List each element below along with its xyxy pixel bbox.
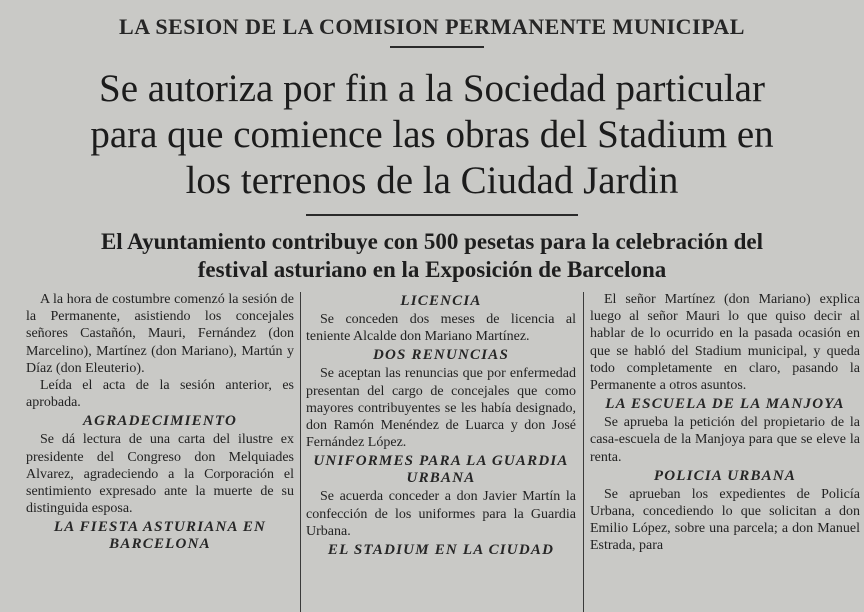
article-column-2 — [306, 291, 576, 612]
headline-line-1: Se autoriza por fin a la Sociedad particular — [99, 67, 765, 110]
article-column-1 — [26, 291, 294, 612]
subheadline-line-2: festival asturiano en la Exposición de Barcelona — [197, 257, 667, 282]
paragraph: Leída el acta de la sesión anterior, es aprobada. — [26, 378, 294, 411]
headline-line-2: para que comience las obras del Stadium en — [90, 113, 774, 156]
section-kicker: LA SESION DE LA COMISION PERMANENTE MUNICIPAL — [119, 14, 745, 39]
paragraph: Se aceptan las renuncias que por enfermedad presentan del cargo de concejales que como mayores contribuyentes se les había designado, don Ramón Menéndez de Luarca y don José Fernández López. — [306, 366, 576, 451]
section-heading: UNIFORMES PARA LA GUARDIA URBANA — [313, 453, 569, 487]
section-heading: POLICIA URBANA — [653, 467, 797, 484]
headline-rule — [306, 214, 578, 216]
section-heading: AGRADECIMIENTO — [82, 413, 238, 430]
paragraph: A la hora de costumbre comenzó la sesión de la Permanente, asistiendo los concejales señores Castañón, Mauri, Fernández (don Marcelino), Martínez (don Mariano), Martún y Díaz (don Eleuterio). — [26, 292, 294, 376]
section-heading: LA FIESTA ASTURIANA EN BARCELONA — [53, 519, 267, 553]
column-divider — [583, 292, 584, 612]
section-heading: DOS RENUNCIAS — [372, 347, 510, 364]
paragraph: Se acuerda conceder a don Javier Martín la confección de los uniformes para la Guardia Urbana. — [306, 489, 576, 539]
column-divider — [300, 292, 301, 612]
paragraph: Se conceden dos meses de licencia al teniente Alcalde don Mariano Martínez. — [306, 312, 576, 345]
article-column-3 — [590, 291, 860, 612]
paragraph: Se aprueba la petición del propietario de la casa-escuela de la Manjoya para que se eleve la renta. — [590, 415, 860, 465]
headline-line-3: los terrenos de la Ciudad Jardin — [185, 159, 679, 202]
subheadline-line-1: El Ayuntamiento contribuye con 500 pesetas para la celebración del — [100, 229, 764, 254]
subheadline — [0, 228, 864, 284]
section-heading: LICENCIA — [400, 293, 482, 309]
kicker-rule — [390, 46, 484, 48]
headline — [0, 66, 864, 204]
paragraph: Se dá lectura de una carta del ilustre ex presidente del Congreso don Melquiades Alvarez, agradeciendo a la Corporación el sentimiento expresado ante la muerte de su distinguida esposa. — [26, 432, 294, 517]
paragraph: El señor Martínez (don Mariano) explica luego al señor Mauri lo que quiso decir al hablar de lo ocurrido en la pasada ocasión en que se habló del Stadium municipal, y queda todo completamente en claro, pasando la Permanente a otros asuntos. — [590, 292, 860, 394]
section-heading: EL STADIUM EN LA CIUDAD — [327, 542, 555, 559]
paragraph: Se aprueban los expedientes de Policía Urbana, concediendo lo que solicitan a don Emilio López, sobre una parcela; a don Manuel Estrada, para — [590, 486, 860, 554]
section-heading: LA ESCUELA DE LA MANJOYA — [605, 396, 845, 413]
